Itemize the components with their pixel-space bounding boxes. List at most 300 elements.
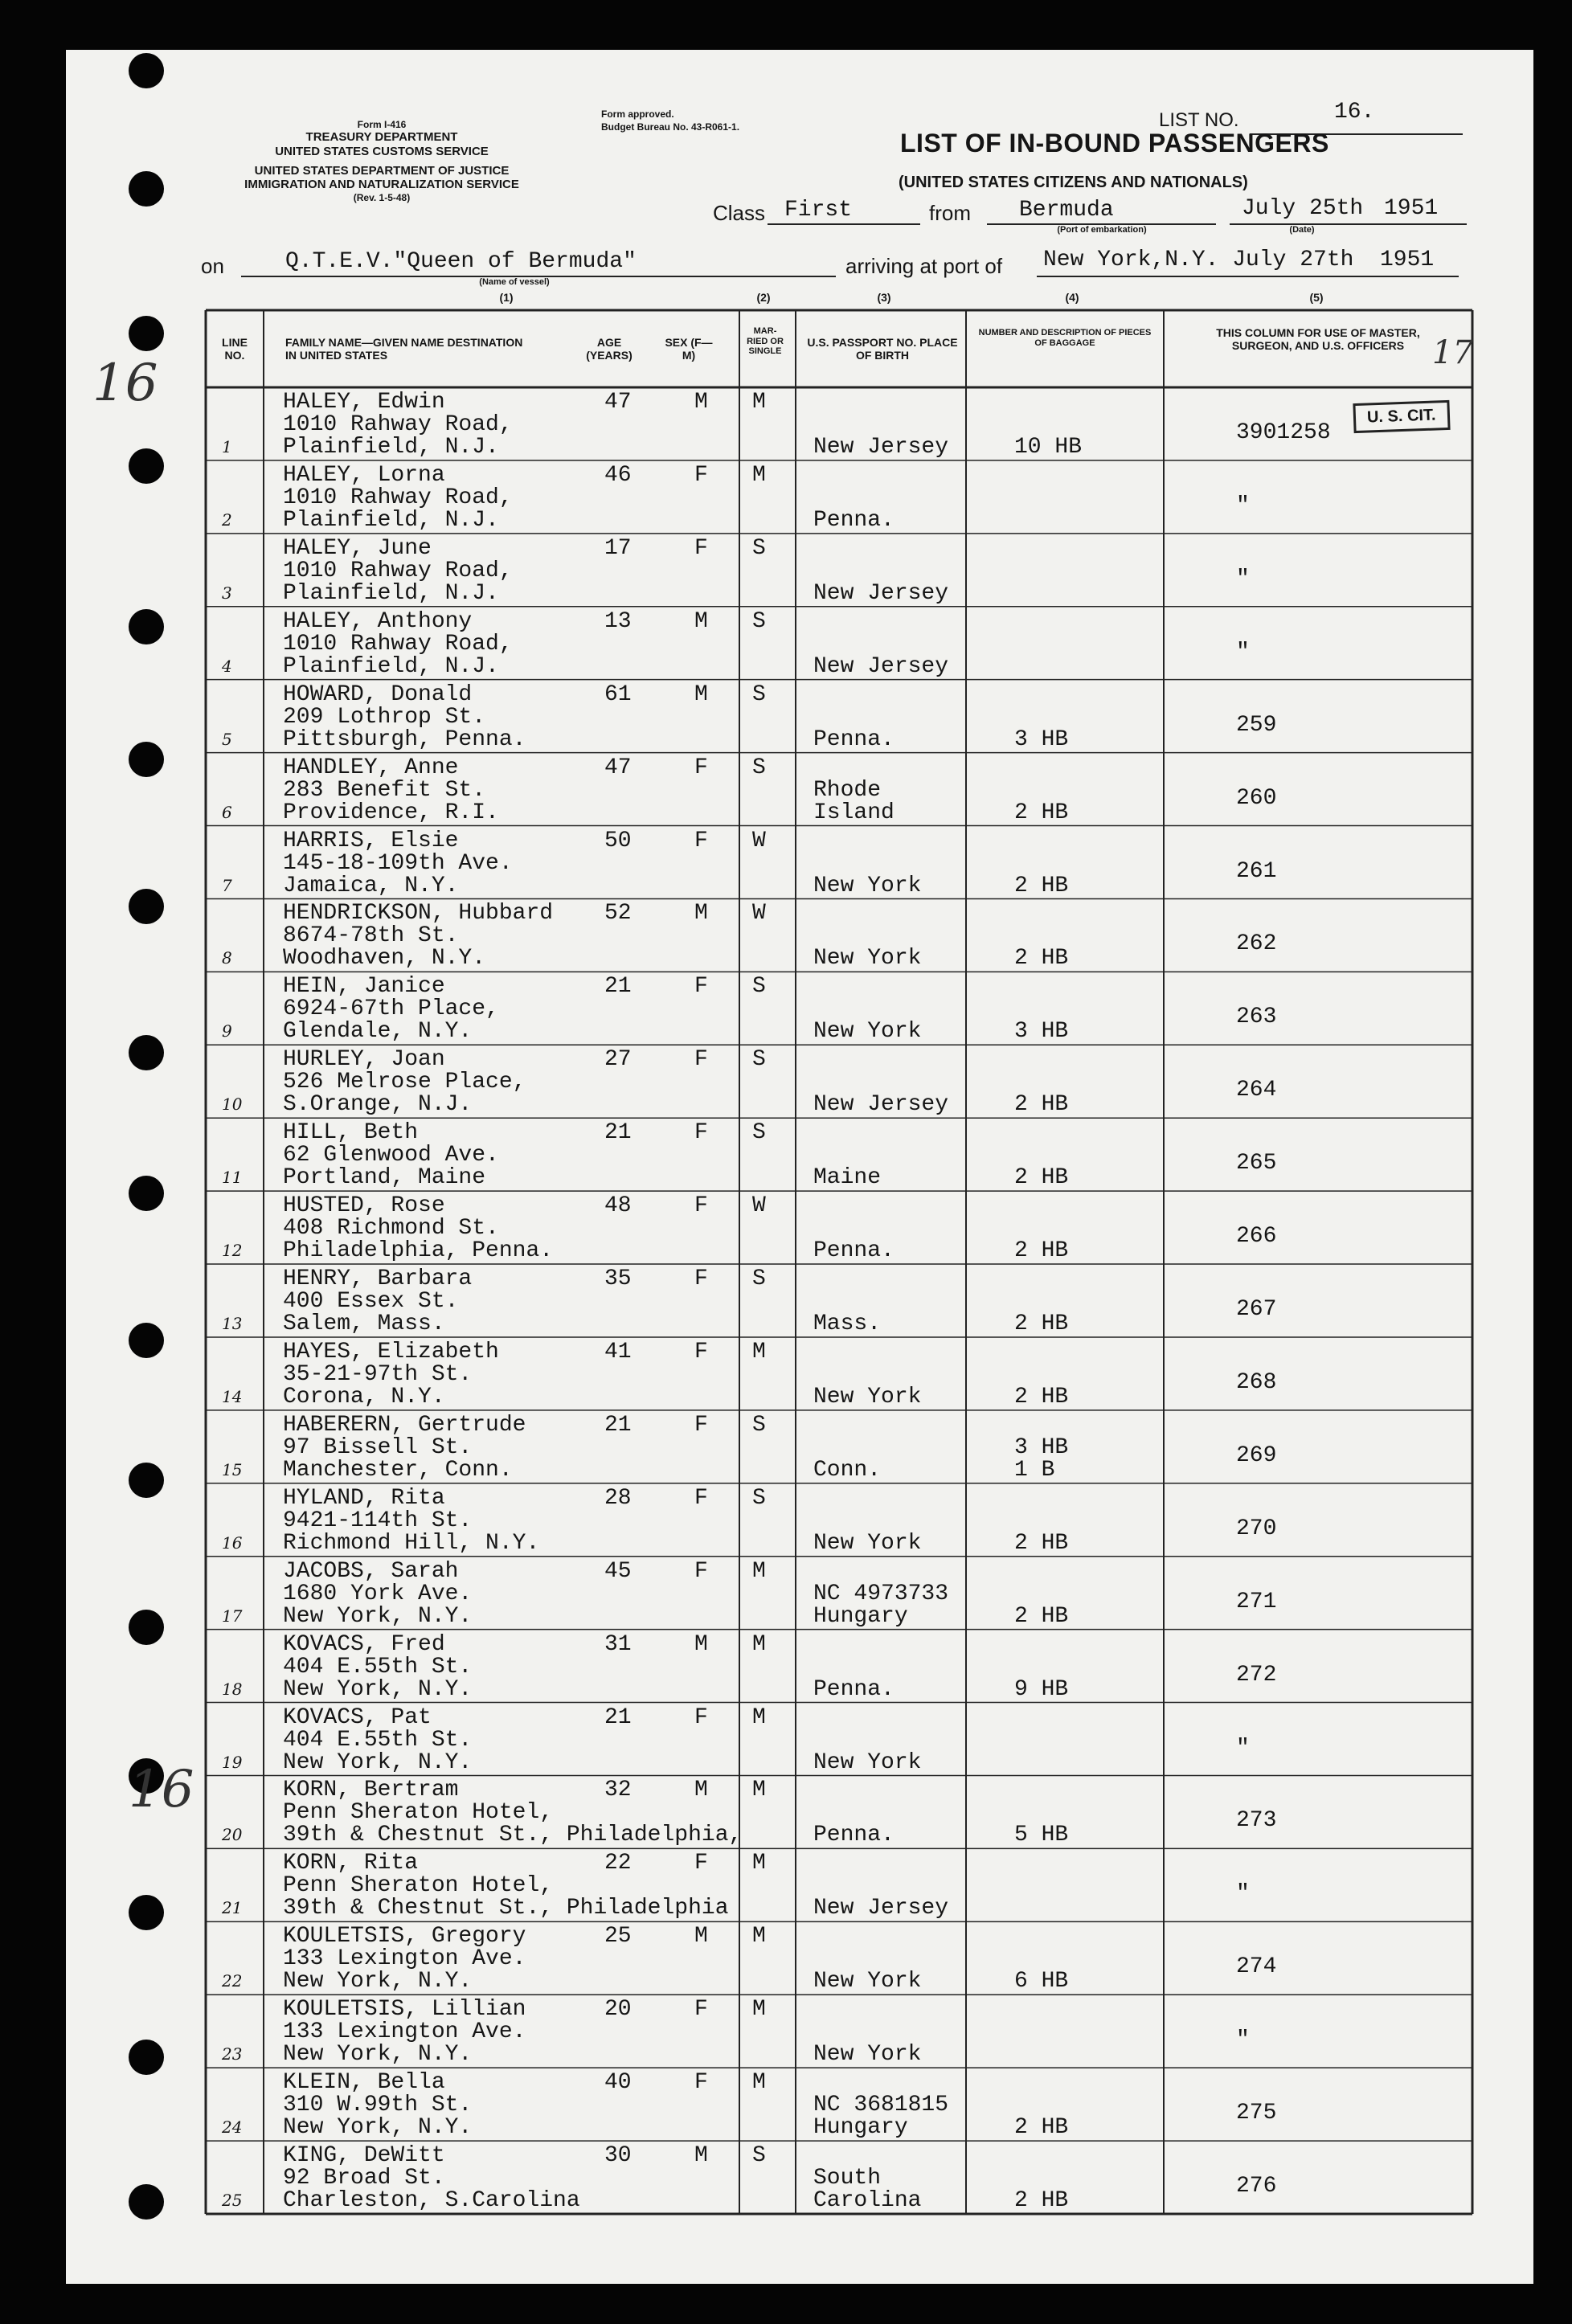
header-married: MAR-RIED OR SINGLE bbox=[747, 326, 784, 357]
address-line-2: Glendale, N.Y. bbox=[283, 1019, 473, 1045]
header-baggage: NUMBER AND DESCRIPTION OF PIECES OF BAGGAGE bbox=[978, 328, 1152, 348]
address-line-1: 1010 Rahway Road, bbox=[283, 485, 513, 510]
table-row bbox=[206, 1848, 1472, 1921]
on-label: on bbox=[201, 254, 224, 278]
sex: F bbox=[694, 1485, 708, 1511]
line-number: 13 bbox=[222, 1314, 243, 1334]
header-officers: THIS COLUMN FOR USE OF MASTER, SURGEON, AND U.S. OFFICERS bbox=[1216, 326, 1420, 353]
age: 46 bbox=[604, 462, 632, 488]
table-row bbox=[206, 1264, 1472, 1337]
line-number: 8 bbox=[222, 948, 232, 968]
sex: F bbox=[694, 1558, 708, 1584]
place-of-birth: New York bbox=[813, 1969, 922, 1995]
marital-status: S bbox=[752, 1047, 766, 1073]
address-line-2: Portland, Maine bbox=[283, 1165, 486, 1191]
table-row bbox=[206, 1995, 1472, 2068]
officer-note: 261 bbox=[1236, 858, 1277, 884]
table-row bbox=[206, 2068, 1472, 2141]
sex: F bbox=[694, 2070, 708, 2096]
baggage: 2 HB bbox=[1014, 1530, 1069, 1556]
address-line-1: 9421-114th St. bbox=[283, 1508, 473, 1533]
address-line-1: 97 Bissell St. bbox=[283, 1434, 473, 1460]
age: 22 bbox=[604, 1851, 632, 1876]
passenger-name: JACOBS, Sarah bbox=[283, 1558, 459, 1584]
marital-status: S bbox=[752, 2143, 766, 2169]
baggage: 9 HB bbox=[1014, 1676, 1069, 1702]
address-line-1: Penn Sheraton Hotel, bbox=[283, 1873, 554, 1899]
passenger-name: HEIN, Janice bbox=[283, 974, 445, 1000]
address-line-1: 6924-67th Place, bbox=[283, 996, 499, 1022]
passenger-name: HENRY, Barbara bbox=[283, 1266, 473, 1292]
form-revision: (Rev. 1-5-48) bbox=[353, 191, 411, 203]
line-number: 21 bbox=[222, 1898, 243, 1918]
left-margin-note-2: 16 bbox=[129, 1760, 194, 1819]
age: 47 bbox=[604, 755, 632, 780]
place-of-birth: New Jersey bbox=[813, 435, 949, 460]
sex: M bbox=[694, 608, 708, 634]
baggage: 5 HB bbox=[1014, 1823, 1069, 1848]
address-line-1: 133 Lexington Ave. bbox=[283, 1946, 526, 1972]
table-row bbox=[206, 826, 1472, 899]
sex: M bbox=[694, 1631, 708, 1657]
baggage: 2 HB bbox=[1014, 800, 1069, 825]
table-row bbox=[206, 607, 1472, 680]
passenger-name: HANDLEY, Anne bbox=[283, 755, 459, 780]
officer-note: 271 bbox=[1236, 1589, 1277, 1614]
officer-note: 265 bbox=[1236, 1151, 1277, 1176]
officer-note: " bbox=[1236, 566, 1250, 591]
arriving-port: New York,N.Y. July 27th bbox=[1043, 248, 1354, 272]
sex: F bbox=[694, 755, 708, 780]
passenger-name: KLEIN, Bella bbox=[283, 2070, 445, 2096]
document-subtitle: (UNITED STATES CITIZENS AND NATIONALS) bbox=[899, 174, 1248, 191]
table-row bbox=[206, 898, 1472, 972]
marital-status: S bbox=[752, 1266, 766, 1292]
officer-note: 263 bbox=[1236, 1004, 1277, 1030]
address-line-2: 39th & Chestnut St., Philadelphia, bbox=[283, 1823, 743, 1848]
address-line-2: New York, N.Y. bbox=[283, 1603, 473, 1629]
passenger-name: HOWARD, Donald bbox=[283, 681, 473, 707]
passenger-name: HURLEY, Joan bbox=[283, 1047, 445, 1073]
age: 21 bbox=[604, 1704, 632, 1730]
line-number: 14 bbox=[222, 1386, 243, 1406]
date-caption: (Date) bbox=[1289, 225, 1315, 235]
birth-or-passport: NC 4973733 bbox=[813, 1581, 949, 1606]
age: 32 bbox=[604, 1778, 632, 1803]
address-line-2: Richmond Hill, N.Y. bbox=[283, 1530, 540, 1556]
arriving-label: arriving at port of bbox=[845, 254, 1003, 278]
col-num-4: (4) bbox=[1065, 291, 1079, 304]
sex: M bbox=[694, 681, 708, 707]
officer-note: 3901258 bbox=[1236, 420, 1331, 445]
sex: M bbox=[694, 901, 708, 927]
marital-status: S bbox=[752, 681, 766, 707]
age: 50 bbox=[604, 828, 632, 853]
table-row bbox=[206, 1337, 1472, 1410]
address-line-1: 310 W.99th St. bbox=[283, 2093, 473, 2118]
place-of-birth: Mass. bbox=[813, 1311, 882, 1337]
vessel-caption: (Name of vessel) bbox=[479, 277, 550, 287]
age: 21 bbox=[604, 1120, 632, 1146]
table-row bbox=[206, 1921, 1472, 1995]
passenger-name: KORN, Bertram bbox=[283, 1778, 459, 1803]
officer-note: 270 bbox=[1236, 1516, 1277, 1541]
sex: M bbox=[694, 2143, 708, 2169]
marital-status: S bbox=[752, 1120, 766, 1146]
line-number: 18 bbox=[222, 1679, 243, 1699]
address-line-2: Manchester, Conn. bbox=[283, 1457, 513, 1483]
place-of-birth: New York bbox=[813, 1019, 922, 1045]
table-row bbox=[206, 1483, 1472, 1557]
page-mark-note: 17 bbox=[1432, 334, 1473, 371]
officer-note: 259 bbox=[1236, 712, 1277, 738]
age: 25 bbox=[604, 1924, 632, 1950]
place-of-birth: Penna. bbox=[813, 726, 894, 752]
age: 20 bbox=[604, 1997, 632, 2023]
baggage: 6 HB bbox=[1014, 1969, 1069, 1995]
table-row bbox=[206, 460, 1472, 534]
line-number: 2 bbox=[222, 509, 232, 530]
age: 35 bbox=[604, 1266, 632, 1292]
age: 27 bbox=[604, 1047, 632, 1073]
line-number: 9 bbox=[222, 1021, 232, 1041]
sex: F bbox=[694, 1997, 708, 2023]
list-number-label: LIST NO. bbox=[1159, 109, 1239, 131]
justice-dept: UNITED STATES DEPARTMENT OF JUSTICE bbox=[254, 163, 510, 178]
age: 40 bbox=[604, 2070, 632, 2096]
passenger-name: HENDRICKSON, Hubbard bbox=[283, 901, 554, 927]
address-line-1: 404 E.55th St. bbox=[283, 1727, 473, 1753]
passenger-name: HALEY, Anthony bbox=[283, 608, 473, 634]
arriving-year: 1951 bbox=[1380, 248, 1435, 272]
passenger-name: KOVACS, Fred bbox=[283, 1631, 445, 1657]
sex: M bbox=[694, 1924, 708, 1950]
passenger-name: KOULETSIS, Gregory bbox=[283, 1924, 526, 1950]
budget-bureau: Budget Bureau No. 43-R061-1. bbox=[601, 121, 740, 133]
address-line-1: 1010 Rahway Road, bbox=[283, 631, 513, 657]
baggage: 2 HB bbox=[1014, 1384, 1069, 1410]
table-row bbox=[206, 753, 1472, 826]
table-row bbox=[206, 1557, 1472, 1630]
document-title: LIST OF IN-BOUND PASSENGERS bbox=[900, 129, 1329, 158]
sex: F bbox=[694, 1339, 708, 1365]
line-number: 20 bbox=[222, 1825, 243, 1845]
marital-status: S bbox=[752, 1485, 766, 1511]
line-number: 16 bbox=[222, 1532, 243, 1553]
line-number: 19 bbox=[222, 1752, 243, 1772]
us-citizen-stamp: U. S. CIT. bbox=[1353, 400, 1450, 433]
passenger-name: HUSTED, Rose bbox=[283, 1193, 445, 1219]
place-of-birth: New York bbox=[813, 1384, 922, 1410]
sex: F bbox=[694, 1120, 708, 1146]
address-line-1: 1680 York Ave. bbox=[283, 1581, 473, 1606]
address-line-2: Woodhaven, N.Y. bbox=[283, 946, 486, 972]
table-row bbox=[206, 1703, 1472, 1776]
marital-status: S bbox=[752, 1412, 766, 1438]
marital-status: M bbox=[752, 1851, 766, 1876]
sex: M bbox=[694, 390, 708, 415]
officer-note: 269 bbox=[1236, 1442, 1277, 1468]
address-line-1: 62 Glenwood Ave. bbox=[283, 1143, 499, 1168]
baggage: 2 HB bbox=[1014, 2115, 1069, 2141]
address-line-2: Pittsburgh, Penna. bbox=[283, 726, 526, 752]
age: 45 bbox=[604, 1558, 632, 1584]
officer-note: 262 bbox=[1236, 931, 1277, 957]
from-label: from bbox=[929, 201, 971, 225]
baggage: 2 HB bbox=[1014, 1238, 1069, 1264]
address-line-1: 145-18-109th Ave. bbox=[283, 850, 513, 876]
marital-status: M bbox=[752, 462, 766, 488]
passenger-name: HABERERN, Gertrude bbox=[283, 1412, 526, 1438]
col-num-3: (3) bbox=[877, 291, 891, 304]
passenger-name: HILL, Beth bbox=[283, 1120, 419, 1146]
table-row bbox=[206, 2141, 1472, 2214]
age: 47 bbox=[604, 390, 632, 415]
sex: F bbox=[694, 462, 708, 488]
birth-or-passport: Rhode bbox=[813, 777, 882, 803]
address-line-1: 1010 Rahway Road, bbox=[283, 412, 513, 437]
table-row bbox=[206, 1630, 1472, 1703]
marital-status: S bbox=[752, 974, 766, 1000]
form-number: Form I-416 bbox=[357, 119, 407, 130]
address-line-1: 283 Benefit St. bbox=[283, 777, 486, 803]
line-number: 23 bbox=[222, 2044, 243, 2064]
age: 28 bbox=[604, 1485, 632, 1511]
address-line-1: 1010 Rahway Road, bbox=[283, 558, 513, 583]
place-of-birth: Penna. bbox=[813, 507, 894, 533]
passenger-name: HAYES, Elizabeth bbox=[283, 1339, 499, 1365]
col-num-5: (5) bbox=[1309, 291, 1324, 304]
from-caption: (Port of embarkation) bbox=[1057, 225, 1147, 235]
passenger-name: KING, DeWitt bbox=[283, 2143, 445, 2169]
baggage: 10 HB bbox=[1014, 435, 1083, 460]
age: 17 bbox=[604, 535, 632, 561]
line-number: 4 bbox=[222, 656, 232, 676]
sex: F bbox=[694, 535, 708, 561]
age: 30 bbox=[604, 2143, 632, 2169]
officer-note: 267 bbox=[1236, 1297, 1277, 1323]
marital-status: M bbox=[752, 1704, 766, 1730]
address-line-2: 39th & Chestnut St., Philadelphia bbox=[283, 1896, 729, 1921]
place-of-birth: Carolina bbox=[813, 2188, 922, 2214]
place-of-birth: New Jersey bbox=[813, 1092, 949, 1118]
officer-note: " bbox=[1236, 1735, 1250, 1761]
age: 21 bbox=[604, 1412, 632, 1438]
passenger-name: KOVACS, Pat bbox=[283, 1704, 432, 1730]
marital-status: S bbox=[752, 608, 766, 634]
age: 48 bbox=[604, 1193, 632, 1219]
address-line-2: Charleston, S.Carolina bbox=[283, 2188, 580, 2214]
baggage: 1 B bbox=[1014, 1457, 1055, 1483]
table-row bbox=[206, 1045, 1472, 1118]
address-line-1: 408 Richmond St. bbox=[283, 1216, 499, 1242]
address-line-1: Penn Sheraton Hotel, bbox=[283, 1800, 554, 1826]
address-line-1: 92 Broad St. bbox=[283, 2166, 445, 2191]
officer-note: 268 bbox=[1236, 1369, 1277, 1395]
line-number: 24 bbox=[222, 2117, 243, 2138]
address-line-2: New York, N.Y. bbox=[283, 1676, 473, 1702]
birth-or-passport: NC 3681815 bbox=[813, 2093, 949, 2118]
marital-status: M bbox=[752, 1558, 766, 1584]
marital-status: M bbox=[752, 1997, 766, 2023]
table-row bbox=[206, 1410, 1472, 1483]
age: 31 bbox=[604, 1631, 632, 1657]
sex: F bbox=[694, 1704, 708, 1730]
marital-status: M bbox=[752, 1339, 766, 1365]
vessel-name: Q.T.E.V."Queen of Bermuda" bbox=[285, 249, 637, 274]
place-of-birth: Penna. bbox=[813, 1823, 894, 1848]
passenger-name: HALEY, June bbox=[283, 535, 432, 561]
sex: F bbox=[694, 828, 708, 853]
birth-or-passport: South bbox=[813, 2166, 882, 2191]
table-row bbox=[206, 534, 1472, 607]
marital-status: W bbox=[752, 828, 766, 853]
sex: F bbox=[694, 974, 708, 1000]
place-of-birth: Penna. bbox=[813, 1238, 894, 1264]
marital-status: M bbox=[752, 1924, 766, 1950]
place-of-birth: New Jersey bbox=[813, 1896, 949, 1921]
header-sex: SEX (F—M) bbox=[665, 336, 713, 362]
sex: F bbox=[694, 1412, 708, 1438]
sex: M bbox=[694, 1778, 708, 1803]
header-passport: U.S. PASSPORT NO. PLACE OF BIRTH bbox=[807, 336, 958, 362]
table-row bbox=[206, 387, 1472, 460]
officer-note: 272 bbox=[1236, 1662, 1277, 1688]
address-line-2: Philadelphia, Penna. bbox=[283, 1238, 554, 1264]
line-number: 12 bbox=[222, 1241, 243, 1261]
baggage: 2 HB bbox=[1014, 1311, 1069, 1337]
officer-note: 264 bbox=[1236, 1078, 1277, 1103]
line-number: 10 bbox=[222, 1094, 243, 1115]
place-of-birth: New York bbox=[813, 2042, 922, 2068]
place-of-birth: New Jersey bbox=[813, 580, 949, 606]
address-line-2: Plainfield, N.J. bbox=[283, 507, 499, 533]
passenger-name: KOULETSIS, Lillian bbox=[283, 1997, 526, 2023]
address-line-1: 404 E.55th St. bbox=[283, 1654, 473, 1680]
col-num-2: (2) bbox=[756, 291, 771, 304]
baggage: 2 HB bbox=[1014, 1165, 1069, 1191]
officer-note: " bbox=[1236, 639, 1250, 665]
baggage: 3 HB bbox=[1014, 726, 1069, 752]
place-of-birth: Maine bbox=[813, 1165, 882, 1191]
marital-status: S bbox=[752, 755, 766, 780]
address-line-2: New York, N.Y. bbox=[283, 1749, 473, 1775]
marital-status: W bbox=[752, 901, 766, 927]
treasury-dept: TREASURY DEPARTMENT bbox=[305, 130, 458, 145]
address-line-2: New York, N.Y. bbox=[283, 2115, 473, 2141]
address-line-2: Providence, R.I. bbox=[283, 800, 499, 825]
passenger-name: HARRIS, Elsie bbox=[283, 828, 459, 853]
header-name: FAMILY NAME—GIVEN NAME DESTINATION IN UNITED STATES bbox=[285, 336, 523, 362]
col-num-1: (1) bbox=[499, 291, 514, 304]
baggage: 2 HB bbox=[1014, 1603, 1069, 1629]
table-row bbox=[206, 1191, 1472, 1264]
marital-status: S bbox=[752, 535, 766, 561]
address-line-2: S.Orange, N.J. bbox=[283, 1092, 473, 1118]
header-line-no: LINE NO. bbox=[222, 336, 248, 362]
officer-note: 260 bbox=[1236, 785, 1277, 811]
address-line-2: Corona, N.Y. bbox=[283, 1384, 445, 1410]
place-of-birth: New York bbox=[813, 1530, 922, 1556]
class-value: First bbox=[784, 198, 853, 223]
marital-status: M bbox=[752, 1778, 766, 1803]
address-line-2: Plainfield, N.J. bbox=[283, 653, 499, 679]
line-number: 3 bbox=[222, 583, 232, 603]
baggage: 2 HB bbox=[1014, 2188, 1069, 2214]
age: 61 bbox=[604, 681, 632, 707]
table-row bbox=[206, 1775, 1472, 1848]
marital-status: W bbox=[752, 1193, 766, 1219]
sex: F bbox=[694, 1851, 708, 1876]
passenger-name: HALEY, Edwin bbox=[283, 390, 445, 415]
address-line-1: 526 Melrose Place, bbox=[283, 1070, 526, 1095]
marital-status: M bbox=[752, 390, 766, 415]
from-value: Bermuda bbox=[1019, 198, 1114, 223]
passenger-name: HYLAND, Rita bbox=[283, 1485, 445, 1511]
sex: F bbox=[694, 1193, 708, 1219]
place-of-birth: New York bbox=[813, 873, 922, 898]
baggage: 2 HB bbox=[1014, 873, 1069, 898]
left-margin-note-1: 16 bbox=[92, 354, 158, 413]
date-value: July 25th bbox=[1242, 196, 1364, 221]
line-number: 11 bbox=[222, 1168, 243, 1188]
officer-note: 274 bbox=[1236, 1954, 1277, 1980]
immigration-service: IMMIGRATION AND NATURALIZATION SERVICE bbox=[244, 178, 519, 192]
marital-status: M bbox=[752, 1631, 766, 1657]
line-number: 5 bbox=[222, 729, 232, 749]
address-line-2: New York, N.Y. bbox=[283, 1969, 473, 1995]
place-of-birth: New Jersey bbox=[813, 653, 949, 679]
sex: F bbox=[694, 1047, 708, 1073]
age: 52 bbox=[604, 901, 632, 927]
address-line-2: Salem, Mass. bbox=[283, 1311, 445, 1337]
passenger-name: KORN, Rita bbox=[283, 1851, 419, 1876]
officer-note: 273 bbox=[1236, 1808, 1277, 1834]
baggage: 3 HB bbox=[1014, 1019, 1069, 1045]
age: 13 bbox=[604, 608, 632, 634]
line-number: 7 bbox=[222, 875, 232, 895]
address-line-1: 133 Lexington Ave. bbox=[283, 2019, 526, 2045]
line-number: 15 bbox=[222, 1459, 243, 1479]
line-number: 6 bbox=[222, 802, 232, 822]
address-line-2: Jamaica, N.Y. bbox=[283, 873, 459, 898]
table-row bbox=[206, 1118, 1472, 1191]
marital-status: M bbox=[752, 2070, 766, 2096]
address-line-1: 8674-78th St. bbox=[283, 923, 459, 949]
address-line-2: Plainfield, N.J. bbox=[283, 435, 499, 460]
address-line-2: New York, N.Y. bbox=[283, 2042, 473, 2068]
officer-note: 266 bbox=[1236, 1224, 1277, 1250]
line-number: 25 bbox=[222, 2191, 243, 2211]
place-of-birth: Island bbox=[813, 800, 894, 825]
place-of-birth: Conn. bbox=[813, 1457, 882, 1483]
address-line-2: Plainfield, N.J. bbox=[283, 580, 499, 606]
sex: F bbox=[694, 1266, 708, 1292]
place-of-birth: Penna. bbox=[813, 1676, 894, 1702]
place-of-birth: New York bbox=[813, 1749, 922, 1775]
date-year: 1951 bbox=[1384, 196, 1439, 221]
age: 41 bbox=[604, 1339, 632, 1365]
form-approved: Form approved. bbox=[601, 108, 674, 120]
class-label: Class bbox=[713, 201, 766, 225]
passenger-name: HALEY, Lorna bbox=[283, 462, 445, 488]
age: 21 bbox=[604, 974, 632, 1000]
line-number: 22 bbox=[222, 1971, 243, 1991]
address-line-1: 209 Lothrop St. bbox=[283, 704, 486, 730]
place-of-birth: New York bbox=[813, 946, 922, 972]
list-number-value: 16. bbox=[1334, 100, 1375, 125]
officer-note: " bbox=[1236, 493, 1250, 518]
